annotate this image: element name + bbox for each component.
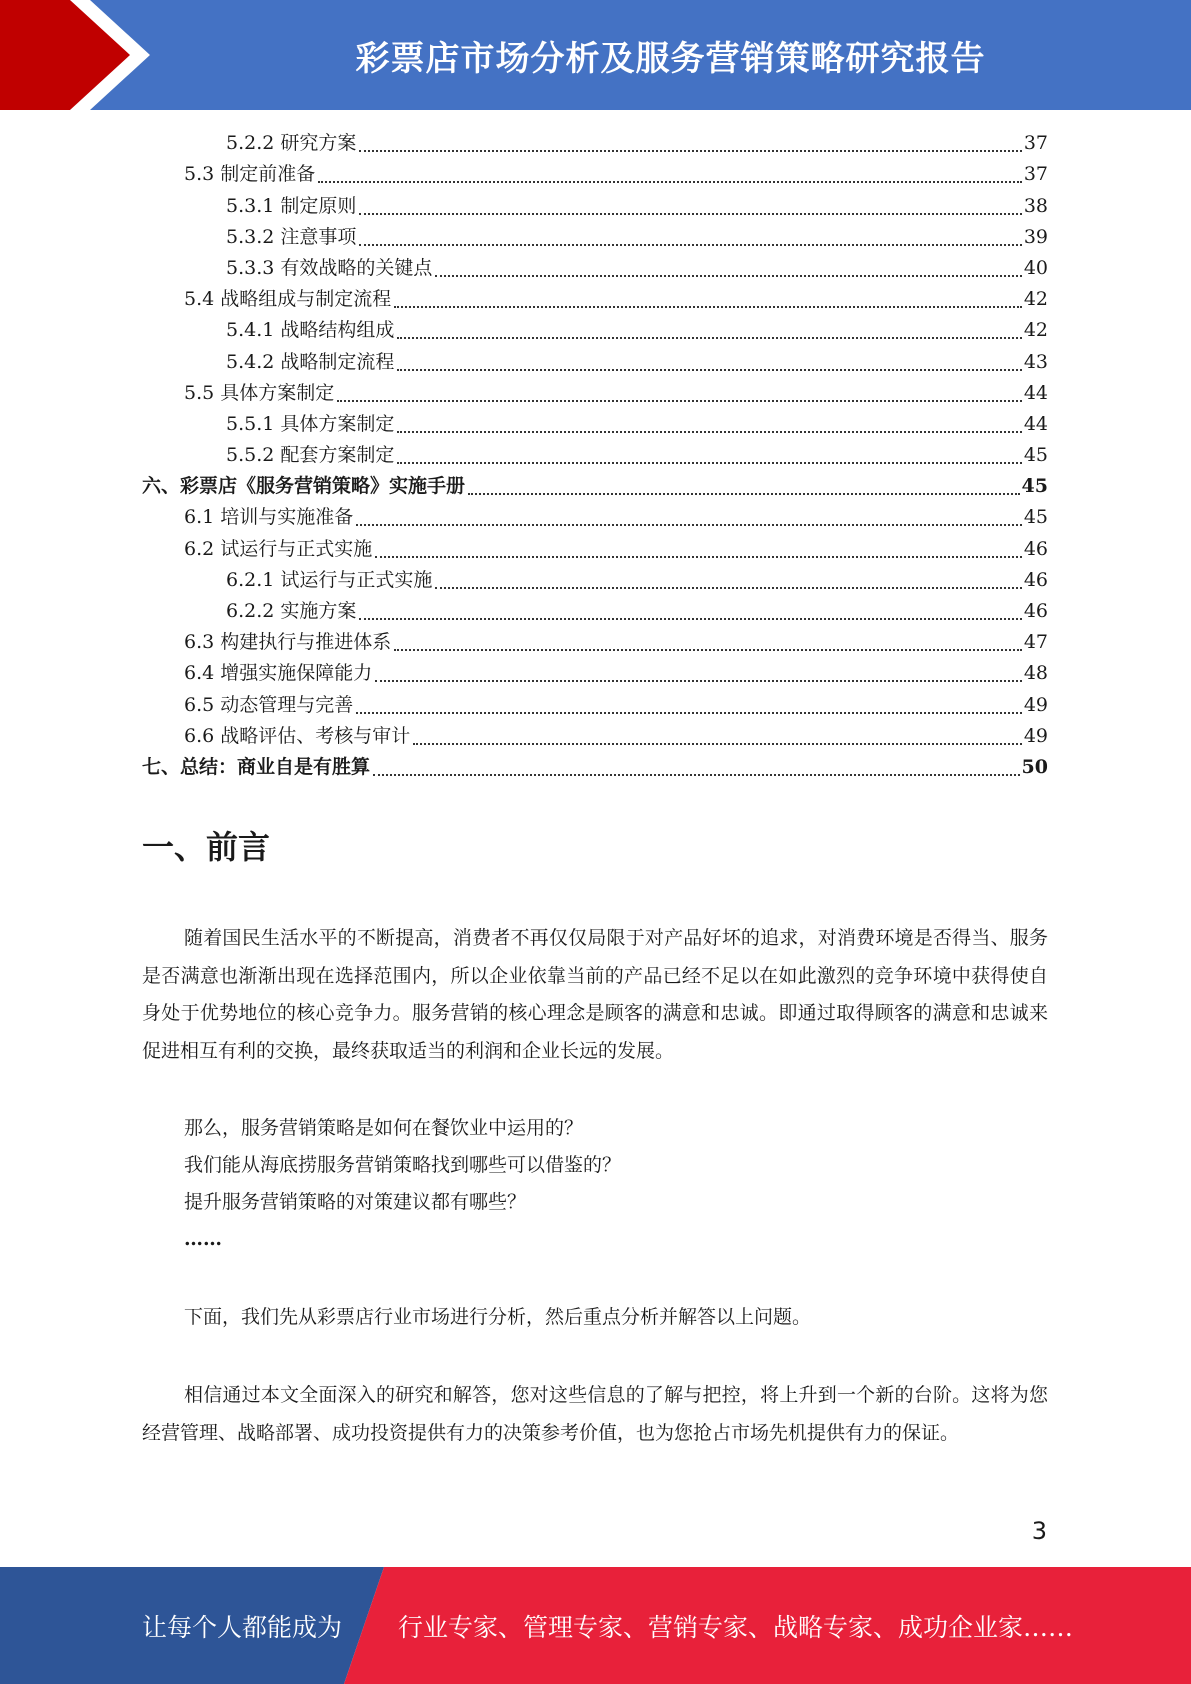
- toc-entry-page: 49: [1023, 724, 1048, 747]
- toc-entry-label: 5.4.2 战略制定流程: [226, 350, 395, 373]
- toc-leader-dots: [397, 431, 1021, 433]
- toc-entry[interactable]: [142, 565, 1048, 596]
- header-title: 彩票店市场分析及服务营销策略研究报告: [355, 38, 986, 79]
- toc-leader-dots: [468, 493, 1020, 495]
- toc-leader-dots: [359, 244, 1021, 246]
- toc-leader-dots: [356, 524, 1022, 526]
- toc-entry-label: 6.2 试运行与正式实施: [184, 537, 373, 560]
- transition-paragraph: 下面，我们先从彩票店行业市场进行分析，然后重点分析并解答以上问题。: [184, 1306, 812, 1328]
- toc-entry-page: 50: [1021, 755, 1048, 778]
- toc-leader-dots: [413, 743, 1022, 745]
- toc-leader-dots: [359, 618, 1021, 620]
- toc-entry[interactable]: [142, 159, 1048, 190]
- toc-entry-label: 5.3.2 注意事项: [226, 225, 357, 248]
- toc-leader-dots: [397, 462, 1021, 464]
- toc-entry-label: 5.5.2 配套方案制定: [226, 444, 395, 467]
- toc-entry[interactable]: [142, 533, 1048, 564]
- toc-entry-label: 6.2.2 实施方案: [226, 600, 357, 622]
- toc-entry-label: 6.4 增强实施保障能力: [184, 662, 373, 685]
- toc-entry-page: 44: [1023, 381, 1048, 404]
- toc-leader-dots: [397, 369, 1021, 371]
- toc-entry[interactable]: [142, 596, 1048, 627]
- toc-leader-dots: [359, 213, 1021, 215]
- toc-leader-dots: [397, 337, 1021, 339]
- toc-entry[interactable]: [142, 253, 1048, 284]
- page-footer: [0, 1567, 1191, 1684]
- table-of-contents: [142, 128, 1048, 783]
- toc-entry-page: 46: [1023, 600, 1048, 622]
- toc-entry-page: 37: [1023, 132, 1048, 155]
- toc-entry-label: 6.5 动态管理与完善: [184, 693, 354, 716]
- question-3: 提升服务营销策略的对策建议都有哪些？: [184, 1191, 527, 1213]
- toc-entry[interactable]: [142, 284, 1048, 315]
- toc-entry-label: 5.4 战略组成与制定流程: [184, 288, 392, 311]
- toc-entry[interactable]: [142, 471, 1048, 502]
- toc-entry-page: 47: [1023, 631, 1048, 654]
- toc-entry[interactable]: [142, 378, 1048, 409]
- toc-entry[interactable]: [142, 315, 1048, 346]
- toc-entry-label: 5.3.1 制定原则: [226, 194, 357, 217]
- toc-leader-dots: [356, 712, 1022, 714]
- toc-leader-dots: [435, 275, 1021, 277]
- toc-leader-dots: [337, 400, 1022, 402]
- toc-entry-page: 46: [1023, 568, 1048, 591]
- toc-entry-page: 38: [1023, 194, 1048, 217]
- toc-entry[interactable]: [142, 752, 1048, 783]
- toc-entry-label: 5.5 具体方案制定: [184, 381, 335, 404]
- toc-entry-page: 45: [1021, 475, 1048, 498]
- toc-entry-page: 39: [1023, 225, 1048, 248]
- toc-entry-page: 48: [1023, 662, 1048, 685]
- toc-leader-dots: [435, 587, 1021, 589]
- page-header: [0, 0, 1191, 110]
- toc-entry-label: 5.4.1 战略结构组成: [226, 319, 395, 342]
- toc-leader-dots: [318, 181, 1022, 183]
- closing-paragraph: 相信通过本文全面深入的研究和解答，您对这些信息的了解与把控，将上升到一个新的台阶。这将为您经营管理、战略部署、成功投资提供有力的决策参考价值，也为您抢占市场先机提供有力的保证。: [142, 1384, 1048, 1444]
- toc-entry-label: 5.2.2 研究方案: [226, 132, 357, 155]
- toc-entry-label: 6.1 培训与实施准备: [184, 506, 354, 529]
- section-title: 一、前言: [142, 828, 271, 866]
- toc-entry-label: 5.3 制定前准备: [184, 163, 316, 186]
- toc-leader-dots: [375, 680, 1022, 682]
- toc-entry[interactable]: [142, 689, 1048, 720]
- toc-entry-page: 42: [1023, 319, 1048, 342]
- toc-entry[interactable]: [142, 721, 1048, 752]
- toc-entry[interactable]: [142, 658, 1048, 689]
- toc-leader-dots: [375, 556, 1022, 558]
- question-1: 那么，服务营销策略是如何在餐饮业中运用的？: [184, 1117, 584, 1139]
- toc-entry-label: 6.6 战略评估、考核与审计: [184, 724, 411, 747]
- toc-entry[interactable]: [142, 627, 1048, 658]
- toc-entry-label: 七、总结：商业自是有胜算: [142, 755, 371, 778]
- toc-entry-page: 49: [1023, 693, 1048, 716]
- toc-leader-dots: [373, 774, 1020, 776]
- toc-leader-dots: [394, 649, 1022, 651]
- toc-entry-label: 6.3 构建执行与推进体系: [184, 631, 392, 654]
- toc-entry-label: 六、彩票店《服务营销策略》实施手册: [142, 475, 466, 498]
- toc-entry-label: 5.3.3 有效战略的关键点: [226, 256, 433, 279]
- toc-entry[interactable]: [142, 346, 1048, 377]
- toc-entry-page: 43: [1023, 350, 1048, 373]
- page-number: 3: [1031, 1517, 1047, 1545]
- toc-entry-page: 44: [1023, 412, 1048, 435]
- toc-entry[interactable]: [142, 222, 1048, 253]
- toc-entry-page: 40: [1023, 256, 1048, 279]
- toc-entry[interactable]: [142, 440, 1048, 471]
- question-2: 我们能从海底捞服务营销策略找到哪些可以借鉴的？: [184, 1154, 622, 1176]
- toc-entry-page: 45: [1023, 444, 1048, 467]
- toc-entry[interactable]: [142, 409, 1048, 440]
- intro-paragraph: 随着国民生活水平的不断提高，消费者不再仅仅局限于对产品好坏的追求，对消费环境是否得当、服务是否满意也渐渐出现在选择范围内，所以企业依靠当前的产品已经不足以在如此激烈的竞争环境中获得使自身处于优势地位的核心竞争力。服务营销的核心理念是顾客的满意和忠诚。即通过取得顾客的满意和忠诚来促进相互有利的交换，最终获取适当的利润和企业长远的发展。: [142, 927, 1048, 1062]
- toc-entry-label: 5.5.1 具体方案制定: [226, 412, 395, 435]
- footer-slogan-left: 让每个人都能成为: [142, 1612, 343, 1642]
- toc-leader-dots: [394, 306, 1022, 308]
- footer-slogan-right: 行业专家、管理专家、营销专家、战略专家、成功企业家……: [398, 1612, 1074, 1642]
- toc-entry-page: 45: [1023, 506, 1048, 529]
- ellipsis: ……: [184, 1228, 222, 1250]
- toc-entry-page: 46: [1023, 537, 1048, 560]
- toc-entry-page: 37: [1023, 163, 1048, 186]
- toc-entry[interactable]: [142, 502, 1048, 533]
- toc-entry[interactable]: [142, 190, 1048, 221]
- toc-entry-page: 42: [1023, 288, 1048, 311]
- toc-entry[interactable]: [142, 128, 1048, 159]
- toc-leader-dots: [359, 150, 1021, 152]
- toc-entry-label: 6.2.1 试运行与正式实施: [226, 568, 433, 591]
